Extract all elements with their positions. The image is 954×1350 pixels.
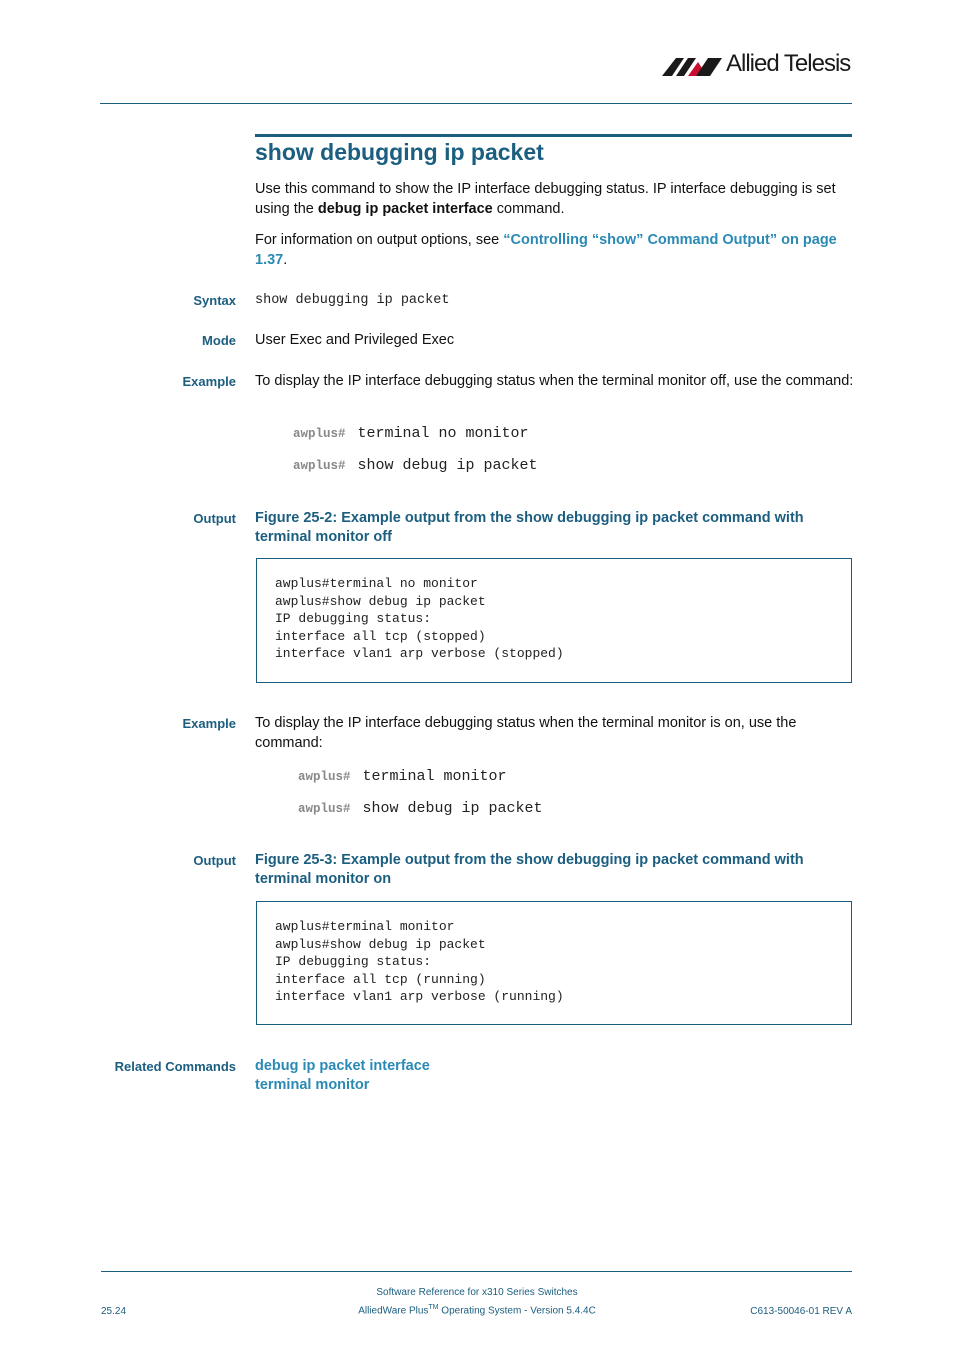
syntax-label: Syntax: [193, 293, 236, 308]
page-number: 25.24: [101, 1306, 127, 1317]
figure-25-2-caption: Figure 25-2: Example output from the show debugging ip packet command with terminal monitor off: [255, 510, 804, 545]
output-line: awplus#show debug ip packet: [275, 593, 486, 609]
related-link-debug-ip-packet-interface[interactable]: debug ip packet interface: [255, 1058, 430, 1074]
example-2-label: Example: [182, 716, 236, 731]
output-line: IP debugging status:: [275, 954, 432, 970]
example-2-command-1: awplus# terminal monitor: [298, 768, 507, 785]
example-1-command-2: awplus# show debug ip packet: [293, 457, 538, 474]
controlling-output-link[interactable]: “Controlling “show” Command Output” on page 1.37: [255, 232, 837, 268]
intro-paragraph-2: For information on output options, see “Controlling “show” Command Output” on page 1.37.: [255, 232, 837, 268]
example-1-command-1: awplus# terminal no monitor: [293, 425, 529, 442]
prompt: awplus#: [298, 802, 351, 816]
example-2-text: To display the IP interface debugging status when the terminal monitor is on, use the command:: [255, 715, 797, 751]
mode-label: Mode: [202, 333, 236, 348]
footer-title: Software Reference for x310 Series Switches: [376, 1287, 578, 1298]
page-title: show debugging ip packet: [255, 139, 544, 165]
output-line: interface vlan1 arp verbose (running): [275, 989, 564, 1005]
figure-25-3-caption: Figure 25-3: Example output from the show debugging ip packet command with terminal monitor on: [255, 852, 804, 887]
debug-command-ref: debug ip packet interface: [317, 200, 493, 217]
example-1-text: To display the IP interface debugging status when the terminal monitor off, use the command:: [255, 373, 854, 389]
output-2-label: Output: [193, 853, 236, 868]
output-1-label: Output: [193, 511, 236, 526]
output-line: awplus#terminal no monitor: [275, 576, 478, 591]
prompt: awplus#: [298, 770, 351, 784]
prompt: awplus#: [293, 459, 346, 473]
output-line: awplus#terminal monitor: [275, 919, 455, 934]
logo-text: Allied Telesis: [726, 50, 851, 77]
output-line: interface all tcp (running): [275, 971, 486, 987]
output-line: interface all tcp (stopped): [275, 628, 486, 644]
syntax-text: show debugging ip packet: [255, 293, 450, 308]
output-line: awplus#show debug ip packet: [275, 936, 486, 952]
related-link-terminal-monitor[interactable]: terminal monitor: [255, 1077, 370, 1093]
output-line: IP debugging status:: [275, 611, 432, 627]
allied-telesis-logo: [662, 50, 854, 80]
intro-paragraph-1: Use this command to show the IP interface debugging status. IP interface debugging is set using the debug ip packet interface command.: [255, 181, 836, 217]
example-2-command-2: awplus# show debug ip packet: [298, 800, 543, 817]
document-id: C613-50046-01 REV A: [750, 1306, 852, 1317]
output-2-box: [256, 901, 852, 1025]
output-1-box: [256, 558, 852, 683]
logo-mark-icon: [662, 54, 722, 80]
prompt: awplus#: [293, 427, 346, 441]
related-commands-label: Related Commands: [114, 1059, 236, 1074]
title-rule: [255, 134, 852, 137]
footer-rule: [101, 1271, 852, 1272]
mode-text: User Exec and Privileged Exec: [255, 332, 455, 348]
footer-product: AlliedWare Plus™ Operating System - Version 5.4.4C: [358, 1304, 596, 1317]
example-1-label: Example: [182, 374, 236, 389]
header-rule: [100, 103, 852, 104]
output-line: interface vlan1 arp verbose (stopped): [275, 646, 564, 662]
